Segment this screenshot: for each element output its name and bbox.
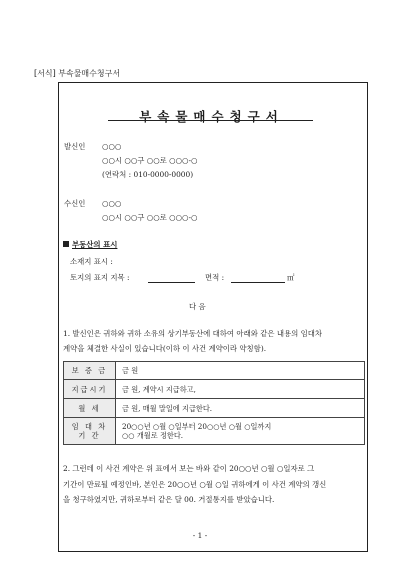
deposit-label: 보 증 금 [64,362,116,380]
para1-line2: 계약을 체결한 사실이 있습니다(이하 이 사건 계약이라 약칭함). [63,344,267,353]
lease-period-value [116,418,365,445]
sender-name: ○○○ [102,142,122,151]
sender-address: ○○시 ○○구 ○○로 ○○○-○ [102,156,198,165]
area-label: 면적 : [205,273,225,282]
recipient-label: 수신인 [64,199,86,208]
page-number: - 1 - [192,531,208,540]
deposit-value: 금 원 [116,362,365,380]
table-row [64,380,365,399]
table-row [64,418,365,445]
monthly-rent-value: 금 원, 매월 말일에 지급한다. [116,399,365,418]
lease-period-value-line2: ○○ 개월로 정한다. [122,431,184,440]
lease-period-label-line2: 기 간 [78,431,101,440]
sender-contact: (연락처 : 010-0000-0000) [102,170,194,179]
sender-label: 발신인 [64,142,86,151]
land-category-blank [148,282,195,283]
property-section-heading [63,241,117,248]
recipient-name: ○○○ [102,199,122,208]
area-unit: ㎡ [287,273,295,282]
land-category-label: 토지의 표지 지목 : [70,273,130,282]
form-label: [서식] 부속물매수청구서 [34,69,121,78]
lease-period-label-line1: 임 대 차 [71,422,108,431]
lease-period-value-line1: 20○○년 ○월 ○일부터 20○○년 ○월 ○일까지 [122,422,272,431]
para2-line1: 2. 그런데 이 사건 계약은 위 표에서 보는 바와 같이 20○○년 ○월 ○일자로 그 [63,464,315,473]
property-heading-text: 부동산의 표시 [72,240,118,249]
table-row [64,362,365,380]
location-label: 소재지 표시 : [70,257,113,266]
table-row [64,399,365,418]
document-title: 부속물매수청구서 [139,109,284,124]
para1-line1: 1. 발신인은 귀하와 귀하 소유의 상기부동산에 대하여 아래와 같은 내용의 임대차 [63,329,323,338]
title-underline [108,120,313,121]
area-blank [231,282,285,283]
da-eum-heading: 다 음 [189,302,206,311]
square-bullet-icon [63,241,69,247]
lease-terms-table [63,361,365,445]
recipient-address: ○○시 ○○구 ○○로 ○○○-○ [102,213,198,222]
payment-timing-label: 지급시기 [64,380,116,399]
payment-timing-value: 금 원, 계약시 지급하고, [116,380,365,399]
monthly-rent-label: 월 세 [64,399,116,418]
para2-line2: 기간이 만료될 예정인바, 본인은 20○○년 ○월 ○일 귀하에게 이 사건 계약의 갱신 [63,480,327,489]
lease-period-label [64,418,116,445]
para2-line3: 을 청구하였지만, 귀하로부터 같은 달 00. 거절통지를 받았습니다. [63,495,275,504]
